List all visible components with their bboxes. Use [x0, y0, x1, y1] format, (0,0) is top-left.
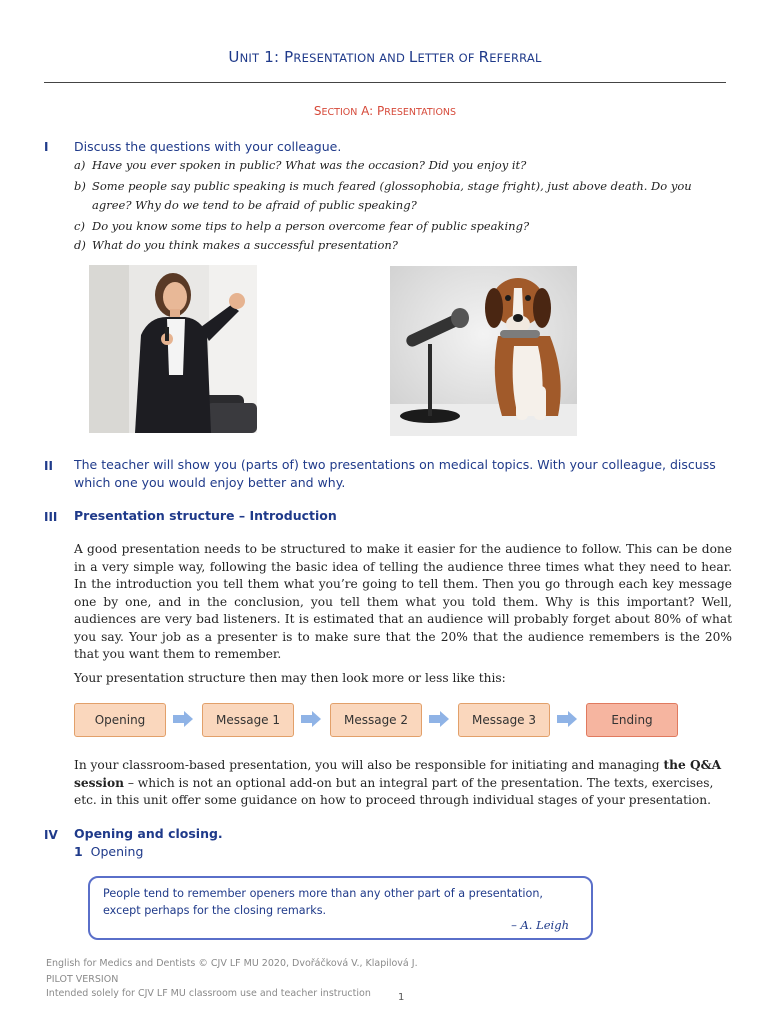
flow-step-message-1: Message 1 [202, 703, 294, 737]
arrow-right-icon [557, 711, 577, 727]
question-item: b) Some people say public speaking is much feared (glossophobia, stage fright), just above death. Do you agree? Why do we tend to be afraid of public speaking? [74, 179, 692, 212]
structure-lead-in: Your presentation structure then may then look more or less like this: [74, 671, 506, 685]
footer-usage-note: Intended solely for CJV LF MU classroom use and teacher instruction [46, 988, 371, 999]
presenter-woman-photo [89, 265, 257, 433]
section-heading: SECTION A: PRESENTATIONS [313, 104, 457, 118]
task-numeral-4: IV [44, 828, 58, 842]
question-item: a) Have you ever spoken in public? What was the occasion? Did you enjoy it? [74, 158, 527, 172]
quote-box [88, 876, 593, 940]
presentation-flow-diagram [74, 703, 678, 739]
question-list [74, 156, 724, 255]
page-number: 1 [398, 992, 405, 1003]
arrow-right-icon [301, 711, 321, 727]
task-4-heading: Opening and closing. [74, 826, 223, 841]
question-item: d) What do you think makes a successful presentation? [74, 238, 398, 252]
task-2-text: The teacher will show you (parts of) two presentations on medical topics. With your colleague, discuss which one you would enjoy better and why. [74, 457, 716, 490]
footer-copyright: English for Medics and Dentists © CJV LF MU 2020, Dvořáčková V., Klapilová J. [46, 958, 418, 969]
flow-step-opening: Opening [74, 703, 166, 737]
dog-microphone-photo [390, 266, 577, 436]
qa-paragraph: In your classroom-based presentation, you will also be responsible for initiating and managing the Q&A session – which is not an optional add-on but an integral part of the presentation. The texts, exercises, etc. in this unit offer some guidance on how to proceed through individual stages of your presentation. [74, 758, 722, 807]
question-item: c) Do you know some tips to help a person overcome fear of public speaking? [74, 219, 530, 233]
arrow-right-icon [173, 711, 193, 727]
task-numeral-3: III [44, 510, 58, 524]
flow-step-ending: Ending [586, 703, 678, 737]
task-1-instruction: Discuss the questions with your colleague. [74, 139, 342, 154]
task-3-heading: Presentation structure – Introduction [74, 508, 337, 523]
task-numeral-2: II [44, 459, 53, 473]
structure-paragraph: A good presentation needs to be structured to make it easier for the audience to follow. This can be done in a very simple way, following the basic idea of telling the audience three times what they need to hear. In the introduction you tell them what you’re going to tell them. Then you go through each key message one by one, and in the conclusion, you tell them what you told them. Why is this important? Well, audiences are very bad listeners. It is estimated that an audience will probably forget about 80% of what you say. Your job as a presenter is to make sure that the 20% that the audience remembers is the 20% that you want them to remember. [74, 542, 732, 661]
flow-step-message-2: Message 2 [330, 703, 422, 737]
opening-subheading: 1 Opening [74, 844, 144, 859]
task-numeral-1: I [44, 140, 49, 154]
flow-step-message-3: Message 3 [458, 703, 550, 737]
quote-text: People tend to remember openers more than any other part of a presentation, except perhaps for the closing remarks. [103, 887, 543, 917]
arrow-right-icon [429, 711, 449, 727]
quote-attribution: – A. Leigh [511, 918, 569, 932]
page-title: UNIT 1: PRESENTATION AND LETTER OF REFERRAL [228, 48, 542, 66]
title-divider [44, 82, 726, 83]
footer-version: PILOT VERSION [46, 974, 119, 985]
